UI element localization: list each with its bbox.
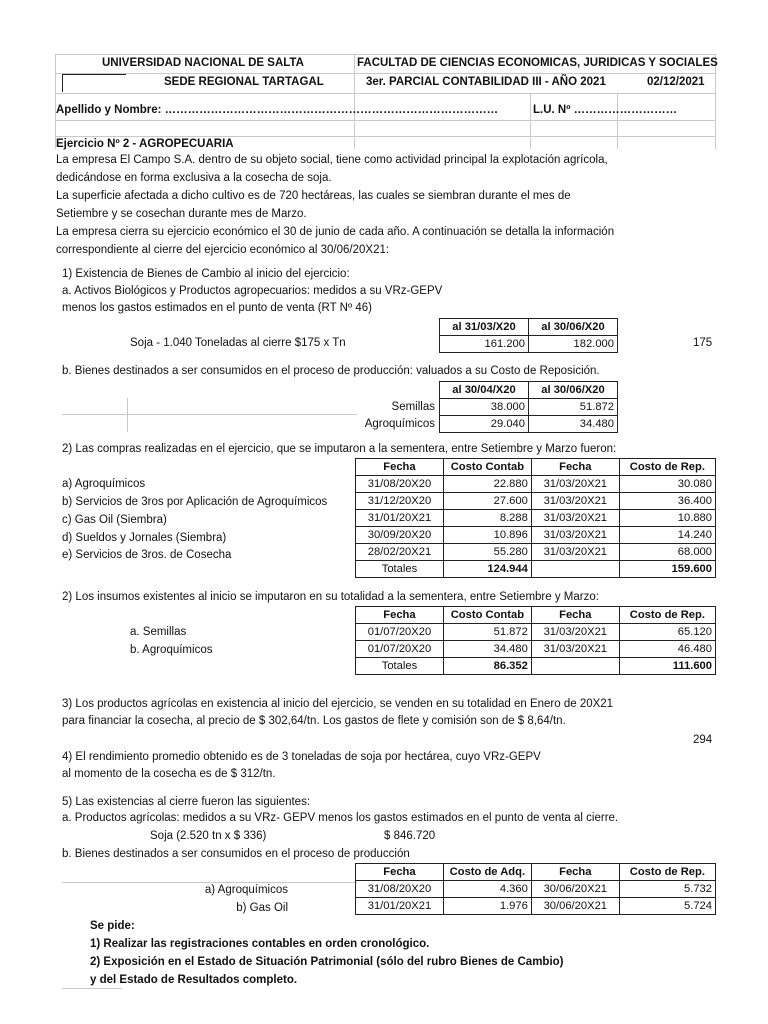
intro-line: correspondiente al cierre del ejercicio económico al 30/06/20X21:	[56, 244, 390, 256]
empty-cell	[531, 658, 619, 675]
s5-line: 4) El rendimiento promedio obtenido es de 3 toneladas de soja por hectárea, cuyo VRz-GEPV	[62, 751, 541, 763]
gridline	[55, 136, 715, 137]
col-header: Fecha	[356, 459, 444, 476]
header-box-line	[62, 74, 126, 75]
cell-date: 30/06/20X21	[531, 881, 619, 898]
row-label: Agroquímicos	[364, 418, 435, 430]
gridline	[55, 54, 56, 149]
cell-date: 30/09/20X20	[356, 527, 444, 544]
intro-line: dedicándose en forma exclusiva a la cosecha de soja.	[56, 172, 332, 184]
cell-value: 182.000	[529, 336, 618, 353]
name-field-label: Apellido y Nombre: ……………………………………………………………………………	[56, 104, 499, 116]
s1-soja-table	[439, 318, 618, 353]
intro-line: La empresa cierra su ejercicio económico el 30 de junio de cada año. A continuación se detalla la información	[56, 226, 615, 238]
cell-value: 65.120	[619, 624, 715, 641]
col-header: Costo Contab	[443, 607, 531, 624]
cell-date: 01/07/20X20	[356, 624, 444, 641]
s1-a-line2: menos los gastos estimados en el punto de venta (RT Nº 46)	[62, 302, 372, 314]
gridline	[354, 54, 355, 149]
cell-date: 31/03/20X21	[531, 624, 619, 641]
s1-soja-label: Soja - 1.040 Toneladas al cierre $175 x Tn	[130, 337, 346, 349]
cell-date: 31/03/20X21	[531, 641, 619, 658]
gridline	[62, 988, 122, 989]
cell-date: 01/07/20X20	[356, 641, 444, 658]
sede-name: SEDE REGIONAL TARTAGAL	[164, 76, 324, 88]
col-header: Costo de Rep.	[619, 607, 715, 624]
cell-value: 27.600	[443, 493, 531, 510]
col-header: Fecha	[531, 607, 619, 624]
col-header: Fecha	[531, 864, 619, 881]
row-label: a) Agroquímicos	[204, 884, 288, 896]
gridline	[62, 882, 357, 883]
s3-inputs-table	[355, 606, 716, 675]
row-label: d) Sueldos y Jornales (Siembra)	[62, 532, 227, 544]
s4-line: 3) Los productos agrícolas en existencia al inicio del ejercicio, se venden en su totalidad en Enero de 20X21	[62, 698, 614, 710]
exercise-title: Ejercicio Nº 2 - AGROPECUARIA	[56, 138, 234, 150]
intro-line: La superficie afectada a dicho cultivo es de 720 hectáreas, las cuales se siembran durante el mes de	[56, 190, 571, 202]
col-header: Costo de Rep.	[619, 864, 715, 881]
total-value: 124.944	[443, 561, 531, 578]
cell-value: 10.880	[619, 510, 715, 527]
gridline	[127, 398, 128, 432]
cell-value: 5.732	[619, 881, 715, 898]
s3-title: 2) Los insumos existentes al inicio se imputaron en su totalidad a la sementera, entre Setiembre y Marzo:	[62, 591, 599, 603]
cell-value: 14.240	[619, 527, 715, 544]
gridline	[55, 73, 715, 74]
s6-title: 5) Las existencias al cierre fueron las siguientes:	[62, 796, 311, 808]
s6-a-line: a. Productos agrícolas: medidos a su VRz- GEPV menos los gastos estimados en el punto de venta al cierre.	[62, 812, 619, 824]
cell-value: 34.480	[529, 416, 618, 433]
faculty-name: FACULTAD DE CIENCIAS ECONOMICAS, JURIDICAS Y SOCIALES	[357, 57, 718, 69]
row-label: b) Gas Oil	[236, 902, 288, 914]
cell-value: 1.976	[443, 898, 531, 915]
total-value: 159.600	[619, 561, 715, 578]
col-header: Costo Contab	[443, 459, 531, 476]
s2-purchases-table	[355, 458, 716, 578]
s1-a-line1: a. Activos Biológicos y Productos agropecuarios: medidos a su VRz-GEPV	[62, 285, 443, 297]
s1-b-line: b. Bienes destinados a ser consumidos en el proceso de producción: valuados a su Costo de Reposición.	[62, 365, 600, 377]
total-value: 86.352	[443, 658, 531, 675]
s6-b-line: b. Bienes destinados a ser consumidos en el proceso de producción	[62, 848, 410, 860]
cell-date: 31/03/20X21	[531, 476, 619, 493]
cell-date: 28/02/20X21	[356, 544, 444, 561]
col-header: al 30/06/X20	[529, 319, 618, 336]
intro-line: La empresa El Campo S.A. dentro de su objeto social, tiene como actividad principal la explotación agrícola,	[56, 154, 608, 166]
cell-date: 31/01/20X21	[356, 898, 444, 915]
total-value: 111.600	[619, 658, 715, 675]
university-name: UNIVERSIDAD NACIONAL DE SALTA	[102, 57, 304, 69]
soja-label: Soja (2.520 tn x $ 336)	[150, 830, 267, 842]
cell-date: 31/03/20X21	[531, 493, 619, 510]
cell-date: 31/03/20X21	[531, 510, 619, 527]
cell-value: 5.724	[619, 898, 715, 915]
row-label: e) Servicios de 3ros. de Cosecha	[62, 549, 232, 561]
row-label: a) Agroquímicos	[62, 478, 146, 490]
cell-date: 31/03/20X21	[531, 544, 619, 561]
task-item: 2) Exposición en el Estado de Situación Patrimonial (sólo del rubro Bienes de Cambio)	[90, 956, 564, 968]
cell-date: 31/12/20X20	[356, 493, 444, 510]
cell-date: 31/03/20X21	[531, 527, 619, 544]
cell-value: 36.400	[619, 493, 715, 510]
cell-value: 68.000	[619, 544, 715, 561]
gridline	[530, 93, 531, 149]
task-item: 1) Realizar las registraciones contables en orden cronológico.	[90, 938, 430, 950]
cell-value: 161.200	[440, 336, 529, 353]
cell-value: 38.000	[440, 399, 529, 416]
exam-title: 3er. PARCIAL CONTABILIDAD III - AÑO 2021	[366, 76, 606, 88]
cell-value: 8.288	[443, 510, 531, 527]
cell-date: 31/08/20X20	[356, 881, 444, 898]
intro-line: Setiembre y se cosechan durante mes de Marzo.	[56, 208, 307, 220]
cell-value: 51.872	[443, 624, 531, 641]
row-label: a. Semillas	[130, 626, 187, 638]
s4-line: para financiar la cosecha, al precio de $ 302,64/tn. Los gastos de flete y comisión son de $ 8,64/tn.	[62, 715, 566, 727]
cell-value: 30.080	[619, 476, 715, 493]
col-header: Costo de Adq.	[443, 864, 531, 881]
col-header: Fecha	[356, 864, 444, 881]
gridline	[617, 93, 618, 149]
empty-cell	[531, 561, 619, 578]
s5-line: al momento de la cosecha es de $ 312/tn.	[62, 768, 276, 780]
row-label: b) Servicios de 3ros por Aplicación de Agroquímicos	[62, 496, 328, 508]
col-header: al 30/04/X20	[440, 382, 529, 399]
s1-side-note: 175	[693, 337, 713, 349]
totals-label: Totales	[356, 561, 444, 578]
s2-title: 2) Las compras realizadas en el ejercicio, que se imputaron a la sementera, entre Setiembre y Marzo fueron:	[62, 443, 617, 455]
gridline	[62, 414, 357, 415]
cell-value: 4.360	[443, 881, 531, 898]
s1-title: 1) Existencia de Bienes de Cambio al inicio del ejercicio:	[62, 268, 350, 280]
row-label: Semillas	[391, 401, 435, 413]
col-header: Fecha	[356, 607, 444, 624]
cell-value: 29.040	[440, 416, 529, 433]
task-title: Se pide:	[90, 920, 135, 932]
cell-date: 31/08/20X20	[356, 476, 444, 493]
gridline	[55, 93, 715, 94]
cell-date: 30/06/20X21	[531, 898, 619, 915]
s6-stock-table	[355, 863, 716, 915]
cell-value: 10.896	[443, 527, 531, 544]
row-label: c) Gas Oil (Siembra)	[62, 514, 167, 526]
cell-value: 34.480	[443, 641, 531, 658]
cell-value: 51.872	[529, 399, 618, 416]
cell-value: 22.880	[443, 476, 531, 493]
totals-label: Totales	[356, 658, 444, 675]
gridline	[55, 120, 715, 121]
s4-side-note: 294	[693, 734, 713, 746]
row-label: b. Agroquímicos	[130, 644, 213, 656]
lu-field-label: L.U. Nº ………………………	[533, 104, 678, 116]
gridline	[55, 54, 715, 55]
col-header: al 31/03/X20	[440, 319, 529, 336]
col-header: al 30/06/X20	[529, 382, 618, 399]
cell-date: 31/01/20X21	[356, 510, 444, 527]
cell-value: 55.280	[443, 544, 531, 561]
header-box-line	[62, 74, 63, 92]
cell-value: 46.480	[619, 641, 715, 658]
soja-value: $ 846.720	[384, 830, 436, 842]
task-item: y del Estado de Resultados completo.	[90, 974, 298, 986]
s1-b-table	[439, 381, 618, 433]
col-header: Costo de Rep.	[619, 459, 715, 476]
col-header: Fecha	[531, 459, 619, 476]
exam-date: 02/12/2021	[647, 76, 705, 88]
